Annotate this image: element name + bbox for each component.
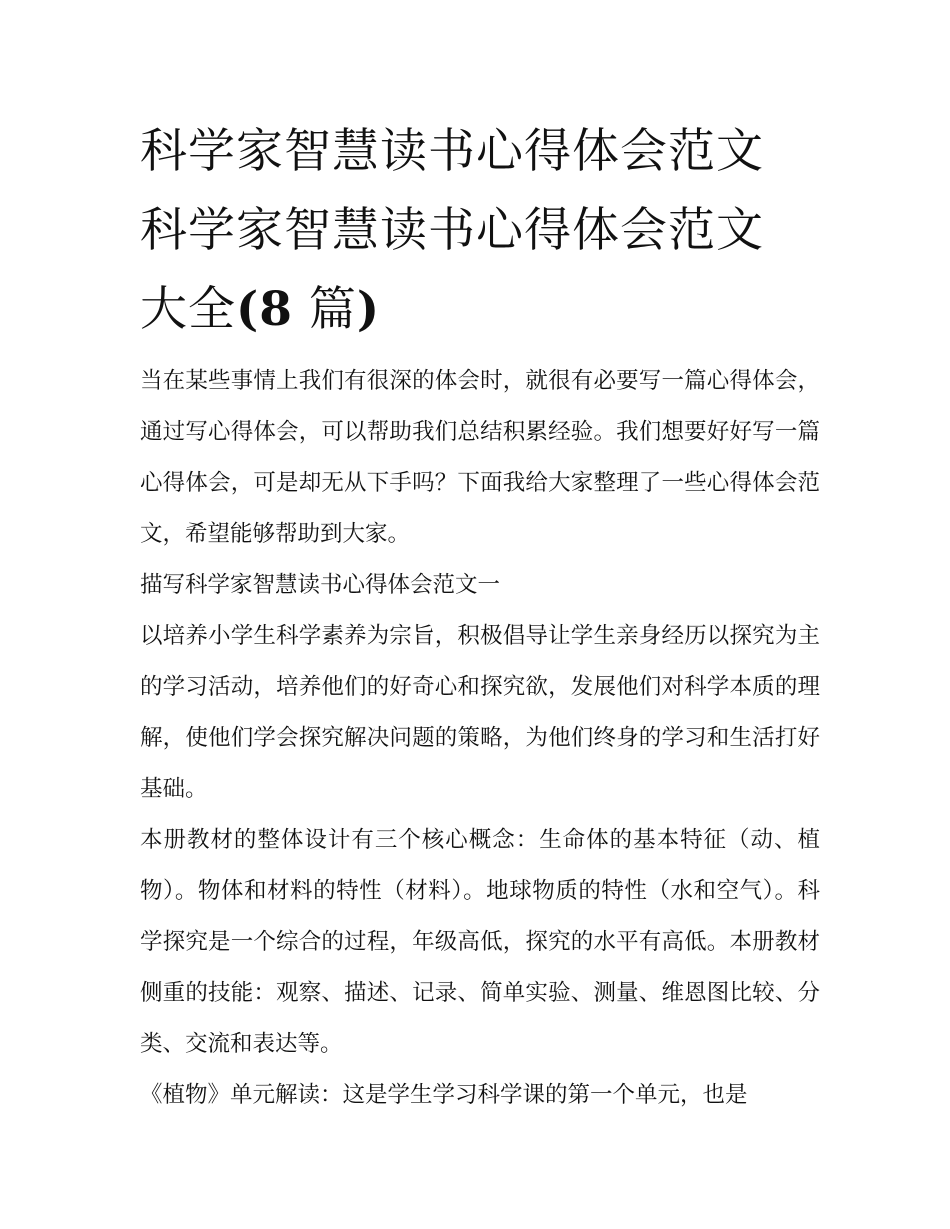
body-paragraph-1: 以培养小学生科学素养为宗旨，积极倡导让学生亲身经历以探究为主的学习活动，培养他们的好奇心和探究欲，发展他们对科学本质的理解，使他们学会探究解决问题的策略，为他们终身的学习和生活打好基础。 bbox=[140, 623, 820, 802]
document-title bbox=[140, 112, 820, 349]
body-paragraph-2: 本册教材的整体设计有三个核心概念：生命体的基本特征（动、植物）。物体和材料的特性（材料）。地球物质的特性（水和空气）。科学探究是一个综合的过程，年级高低，探究的水平有高低。本册教材侧重的技能：观察、描述、记录、简单实验、测量、维恩图比较、分类、交流和表达等。 bbox=[140, 827, 820, 1057]
document-body bbox=[140, 356, 820, 1121]
title-count-char: 篇 bbox=[292, 282, 357, 337]
title-count-open: (8 bbox=[236, 282, 293, 337]
body-paragraph-3: 《植物》单元解读：这是学生学习科学课的第一个单元，也是 bbox=[140, 1082, 748, 1108]
title-line-1: 科学家智慧读书心得体会范文 bbox=[140, 124, 764, 179]
intro-paragraph: 当在某些事情上我们有很深的体会时，就很有必要写一篇心得体会，通过写心得体会，可以帮助我们总结积累经验。我们想要好好写一篇心得体会，可是却无从下手吗？下面我给大家整理了一些心得体会范文，希望能够帮助到大家。 bbox=[140, 368, 820, 547]
title-line-3-prefix: 大全 bbox=[140, 282, 236, 337]
title-line-2: 科学家智慧读书心得体会范文 bbox=[140, 203, 764, 258]
title-line-3 bbox=[140, 270, 820, 349]
section-heading: 描写科学家智慧读书心得体会范文一 bbox=[140, 572, 501, 598]
title-count-close: ) bbox=[356, 282, 381, 337]
